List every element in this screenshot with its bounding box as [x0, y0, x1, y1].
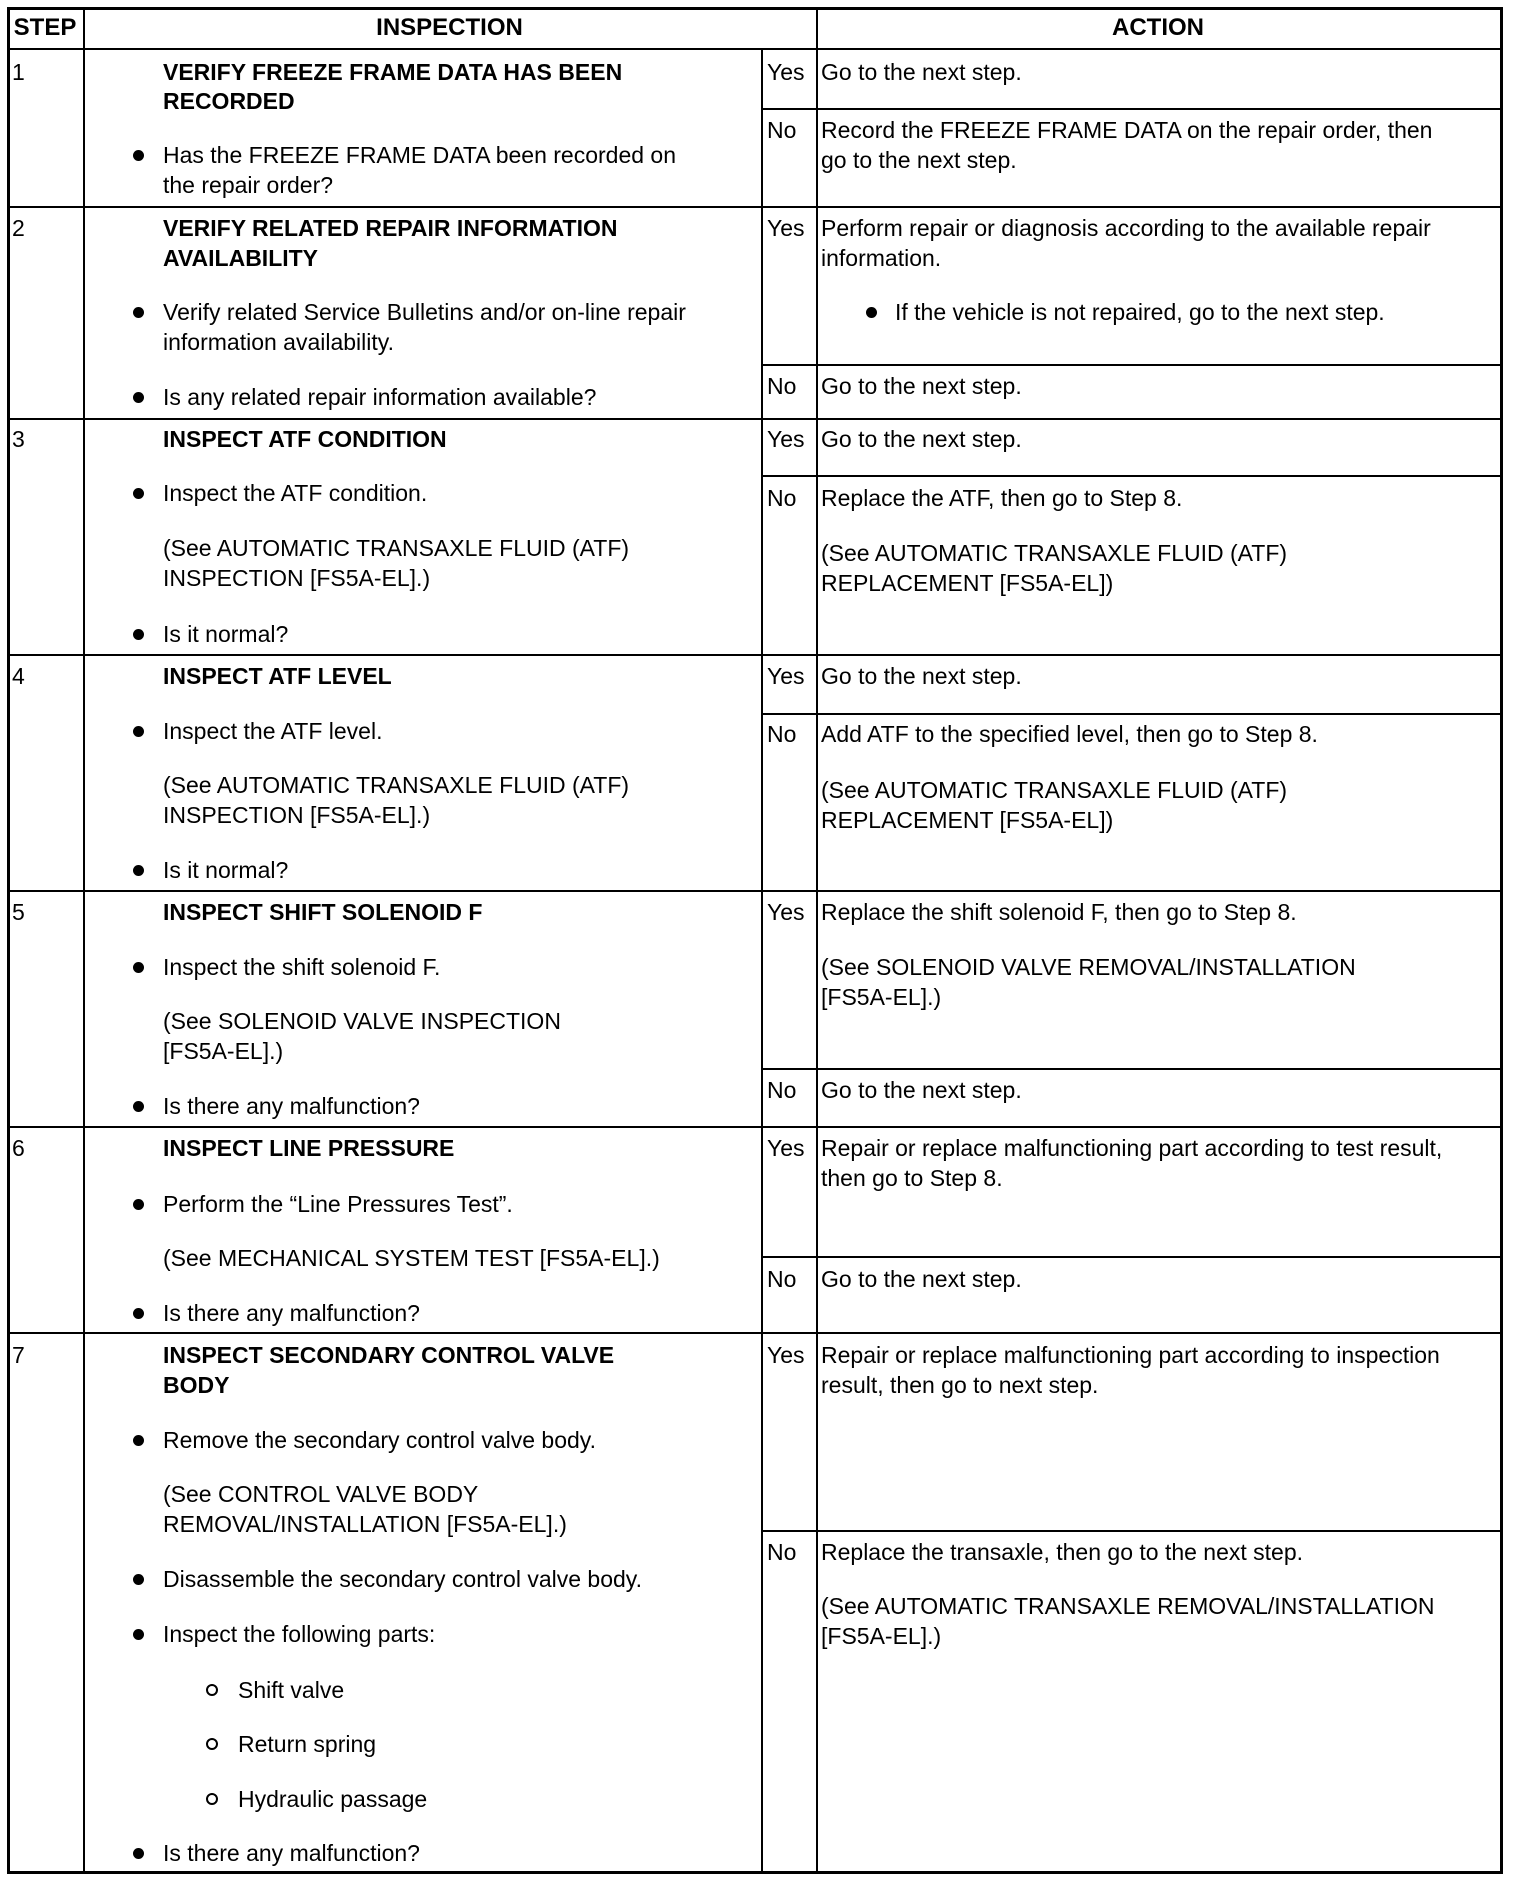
header-step: STEP: [13, 14, 77, 41]
row-divider: [7, 418, 1500, 420]
no-action-reference: REPLACEMENT [FS5A-EL]): [821, 807, 1114, 833]
hollow-bullet-icon: [206, 1684, 218, 1696]
yes-action-bullet-text: If the vehicle is not repaired, go to the next step.: [895, 299, 1385, 325]
no-action-reference: (See AUTOMATIC TRANSAXLE REMOVAL/INSTALLATION: [821, 1593, 1435, 1619]
row-divider: [7, 1332, 1500, 1334]
hollow-bullet-icon: [206, 1793, 218, 1805]
inspection-item-text: Shift valve: [238, 1677, 345, 1703]
step-title: BODY: [163, 1372, 230, 1398]
no-action-text: go to the next step.: [821, 147, 1017, 173]
row-divider: [7, 206, 1500, 208]
step-number: 3: [12, 426, 25, 452]
step-number: 1: [12, 59, 25, 85]
step-title: VERIFY FREEZE FRAME DATA HAS BEEN: [163, 59, 623, 85]
no-action-text: Go to the next step.: [821, 373, 1022, 399]
step-title: AVAILABILITY: [163, 245, 319, 271]
step-number: 4: [12, 663, 25, 689]
yes-label: Yes: [767, 663, 805, 689]
yesno-column-divider: [761, 890, 763, 1126]
bullet-icon: [133, 962, 144, 973]
table-right-border: [1500, 7, 1503, 1874]
inspection-item-text: Has the FREEZE FRAME DATA been recorded on: [163, 142, 677, 168]
step-number: 6: [12, 1135, 25, 1161]
yes-no-divider: [761, 364, 1500, 366]
yesno-column-divider: [761, 206, 763, 418]
inspection-item-text: Perform the “Line Pressures Test”.: [163, 1191, 513, 1217]
yesno-column-divider: [761, 1126, 763, 1332]
row-divider: [7, 1126, 1500, 1128]
no-label: No: [767, 1266, 797, 1292]
table-bottom-border: [7, 1871, 1502, 1874]
yes-action-text: information.: [821, 245, 942, 271]
yes-label: Yes: [767, 899, 805, 925]
inspection-item-text: INSPECTION [FS5A-EL].): [163, 802, 431, 828]
step-title: INSPECT SECONDARY CONTROL VALVE: [163, 1342, 615, 1368]
bullet-icon: [133, 1435, 144, 1446]
yes-no-divider: [761, 713, 1500, 715]
bullet-icon: [133, 726, 144, 737]
inspection-item-text: (See AUTOMATIC TRANSAXLE FLUID (ATF): [163, 535, 630, 561]
yes-action-text: Repair or replace malfunctioning part according to inspection: [821, 1342, 1440, 1368]
yes-action-reference: [FS5A-EL].): [821, 984, 942, 1010]
inspection-item-text: Verify related Service Bulletins and/or on-line repair: [163, 299, 686, 325]
no-label: No: [767, 485, 797, 511]
inspection-item-text: Return spring: [238, 1731, 377, 1757]
step-number: 5: [12, 899, 25, 925]
yes-action-text: then go to Step 8.: [821, 1165, 1003, 1191]
inspection-item-text: Inspect the ATF level.: [163, 718, 383, 744]
yes-action-text: Perform repair or diagnosis according to the available repair: [821, 215, 1431, 241]
table-top-border: [7, 7, 1500, 10]
inspection-item-text: (See MECHANICAL SYSTEM TEST [FS5A-EL].): [163, 1245, 660, 1271]
inspection-item-text: (See SOLENOID VALVE INSPECTION: [163, 1008, 561, 1034]
row-divider: [7, 890, 1500, 892]
yes-label: Yes: [767, 1342, 805, 1368]
header-divider: [7, 48, 1500, 50]
inspection-item-text: (See AUTOMATIC TRANSAXLE FLUID (ATF): [163, 772, 630, 798]
bullet-icon: [133, 865, 144, 876]
no-action-reference: [FS5A-EL].): [821, 1623, 942, 1649]
inspection-item-text: INSPECTION [FS5A-EL].): [163, 565, 431, 591]
inspection-item-text: the repair order?: [163, 172, 334, 198]
yesno-column-divider: [761, 654, 763, 890]
yes-action-text: result, then go to next step.: [821, 1372, 1099, 1398]
inspection-item-text: Is there any malfunction?: [163, 1840, 420, 1866]
bullet-icon: [133, 629, 144, 640]
step-title: VERIFY RELATED REPAIR INFORMATION: [163, 215, 618, 241]
step-title: INSPECT LINE PRESSURE: [163, 1135, 455, 1161]
yes-label: Yes: [767, 59, 805, 85]
bullet-icon: [133, 1629, 144, 1640]
table-left-border: [7, 7, 10, 1872]
inspection-item-text: information availability.: [163, 329, 394, 355]
bullet-icon: [133, 307, 144, 318]
no-action-text: Replace the ATF, then go to Step 8.: [821, 485, 1183, 511]
yes-label: Yes: [767, 426, 805, 452]
no-action-text: Add ATF to the specified level, then go to Step 8.: [821, 721, 1318, 747]
no-action-text: Go to the next step.: [821, 1266, 1022, 1292]
yes-action-text: Go to the next step.: [821, 663, 1022, 689]
bullet-icon: [133, 488, 144, 499]
inspection-item-text: Inspect the following parts:: [163, 1621, 436, 1647]
inspection-item-text: (See CONTROL VALVE BODY: [163, 1481, 479, 1507]
yes-action-text: Repair or replace malfunctioning part according to test result,: [821, 1135, 1443, 1161]
no-label: No: [767, 373, 797, 399]
no-label: No: [767, 1077, 797, 1103]
no-label: No: [767, 721, 797, 747]
no-action-reference: (See AUTOMATIC TRANSAXLE FLUID (ATF): [821, 540, 1288, 566]
yes-label: Yes: [767, 1135, 805, 1161]
bullet-icon: [133, 1199, 144, 1210]
no-label: No: [767, 1539, 797, 1565]
inspection-item-text: Inspect the ATF condition.: [163, 480, 428, 506]
step-number: 7: [12, 1342, 25, 1368]
step-title: INSPECT ATF CONDITION: [163, 426, 447, 452]
step-title: RECORDED: [163, 88, 295, 114]
inspection-item-text: REMOVAL/INSTALLATION [FS5A-EL].): [163, 1511, 567, 1537]
yes-label: Yes: [767, 215, 805, 241]
action-column-divider: [816, 7, 818, 1872]
yesno-column-divider: [761, 418, 763, 654]
bullet-icon: [133, 1574, 144, 1585]
no-action-text: Go to the next step.: [821, 1077, 1022, 1103]
inspection-item-text: Inspect the shift solenoid F.: [163, 954, 441, 980]
inspection-item-text: Remove the secondary control valve body.: [163, 1427, 596, 1453]
bullet-icon: [133, 1848, 144, 1859]
yes-action-text: Replace the shift solenoid F, then go to Step 8.: [821, 899, 1297, 925]
inspection-item-text: Is there any malfunction?: [163, 1093, 420, 1119]
bullet-icon: [133, 1308, 144, 1319]
inspection-item-text: Is there any malfunction?: [163, 1300, 420, 1326]
yesno-column-divider: [761, 1332, 763, 1872]
yes-no-divider: [761, 1068, 1500, 1070]
bullet-icon: [866, 307, 877, 318]
inspection-item-text: Is any related repair information available?: [163, 384, 597, 410]
inspection-item-text: Is it normal?: [163, 857, 289, 883]
header-action: ACTION: [1112, 14, 1204, 41]
no-action-reference: REPLACEMENT [FS5A-EL]): [821, 570, 1114, 596]
no-label: No: [767, 117, 797, 143]
row-divider: [7, 654, 1500, 656]
bullet-icon: [133, 1101, 144, 1112]
no-action-text: Replace the transaxle, then go to the next step.: [821, 1539, 1304, 1565]
yes-no-divider: [761, 108, 1500, 110]
bullet-icon: [133, 150, 144, 161]
yes-action-reference: (See SOLENOID VALVE REMOVAL/INSTALLATION: [821, 954, 1356, 980]
inspection-item-text: Is it normal?: [163, 621, 289, 647]
step-number: 2: [12, 215, 25, 241]
bullet-icon: [133, 392, 144, 403]
yes-no-divider: [761, 1530, 1500, 1532]
no-action-text: Record the FREEZE FRAME DATA on the repair order, then: [821, 117, 1433, 143]
inspection-item-text: Disassemble the secondary control valve body.: [163, 1566, 642, 1592]
hollow-bullet-icon: [206, 1738, 218, 1750]
yes-no-divider: [761, 475, 1500, 477]
yes-action-text: Go to the next step.: [821, 426, 1022, 452]
step-title: INSPECT SHIFT SOLENOID F: [163, 899, 483, 925]
yes-no-divider: [761, 1256, 1500, 1258]
header-inspection: INSPECTION: [376, 14, 523, 41]
inspection-item-text: Hydraulic passage: [238, 1786, 428, 1812]
no-action-reference: (See AUTOMATIC TRANSAXLE FLUID (ATF): [821, 777, 1288, 803]
step-column-divider: [83, 7, 85, 1872]
yesno-column-divider: [761, 48, 763, 206]
step-title: INSPECT ATF LEVEL: [163, 663, 392, 689]
yes-action-text: Go to the next step.: [821, 59, 1022, 85]
inspection-item-text: [FS5A-EL].): [163, 1038, 284, 1064]
